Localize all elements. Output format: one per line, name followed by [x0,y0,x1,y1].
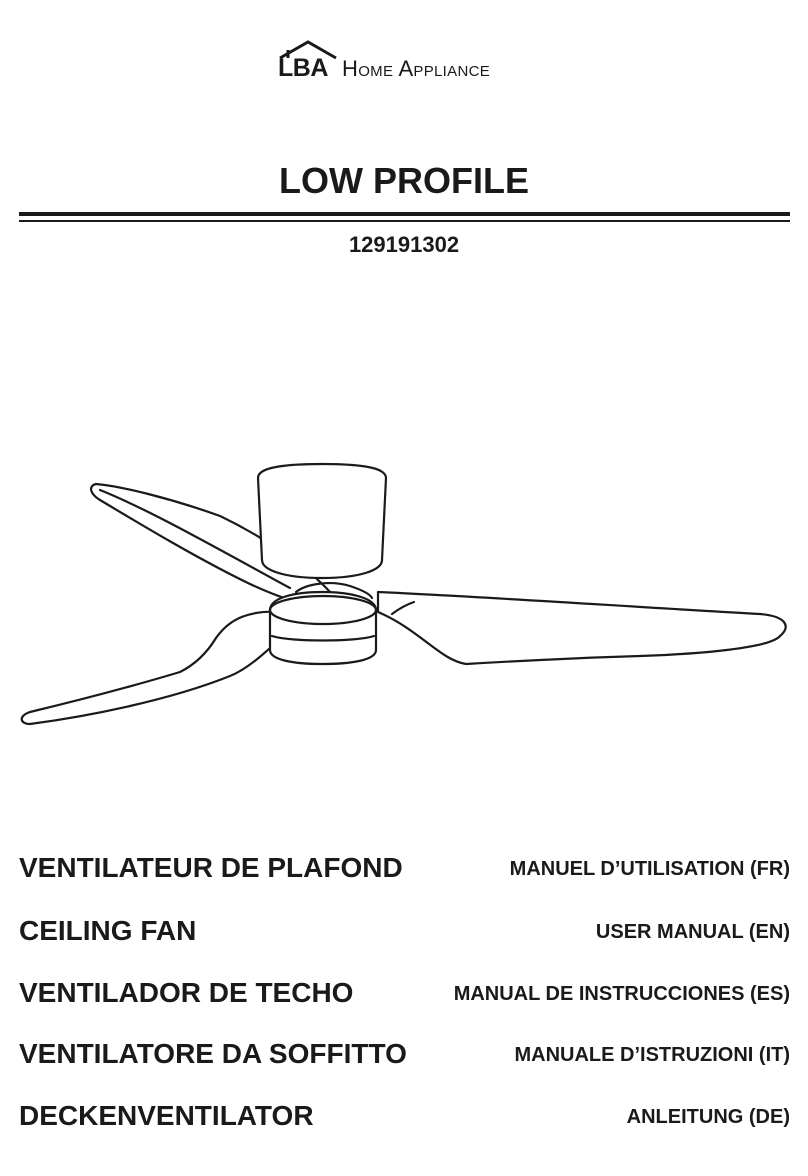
language-row-fr [19,852,790,892]
ceiling-fan-illustration [0,440,808,740]
product-name-en: CEILING FAN [19,915,197,946]
language-row-it [19,1038,790,1078]
manual-label-en: USER MANUAL (EN) [595,921,790,943]
manual-label-de: ANLEITUNG (DE) [626,1106,790,1128]
logo-mark: LBA [278,54,328,82]
title-rule-thin [19,220,790,222]
manual-label-it: MANUALE D’ISTRUZIONI (IT) [514,1044,790,1066]
product-title: LOW PROFILE [279,160,529,201]
product-name-it: VENTILATORE DA SOFFITTO [19,1038,407,1069]
manual-label-fr: MANUEL D’UTILISATION (FR) [509,858,790,880]
language-row-de [19,1100,790,1140]
product-name-de: DECKENVENTILATOR [19,1100,314,1131]
logo-brand-name: Home Appliance [342,56,491,81]
product-name-fr: VENTILATEUR DE PLAFOND [19,852,403,883]
model-number: 129191302 [348,232,460,257]
product-name-es: VENTILADOR DE TECHO [19,977,354,1008]
title-rule-thick [19,212,790,216]
language-row-es [19,977,790,1017]
manual-label-es: MANUAL DE INSTRUCCIONES (ES) [453,983,790,1005]
brand-logo [276,40,546,84]
language-row-en [19,915,790,955]
